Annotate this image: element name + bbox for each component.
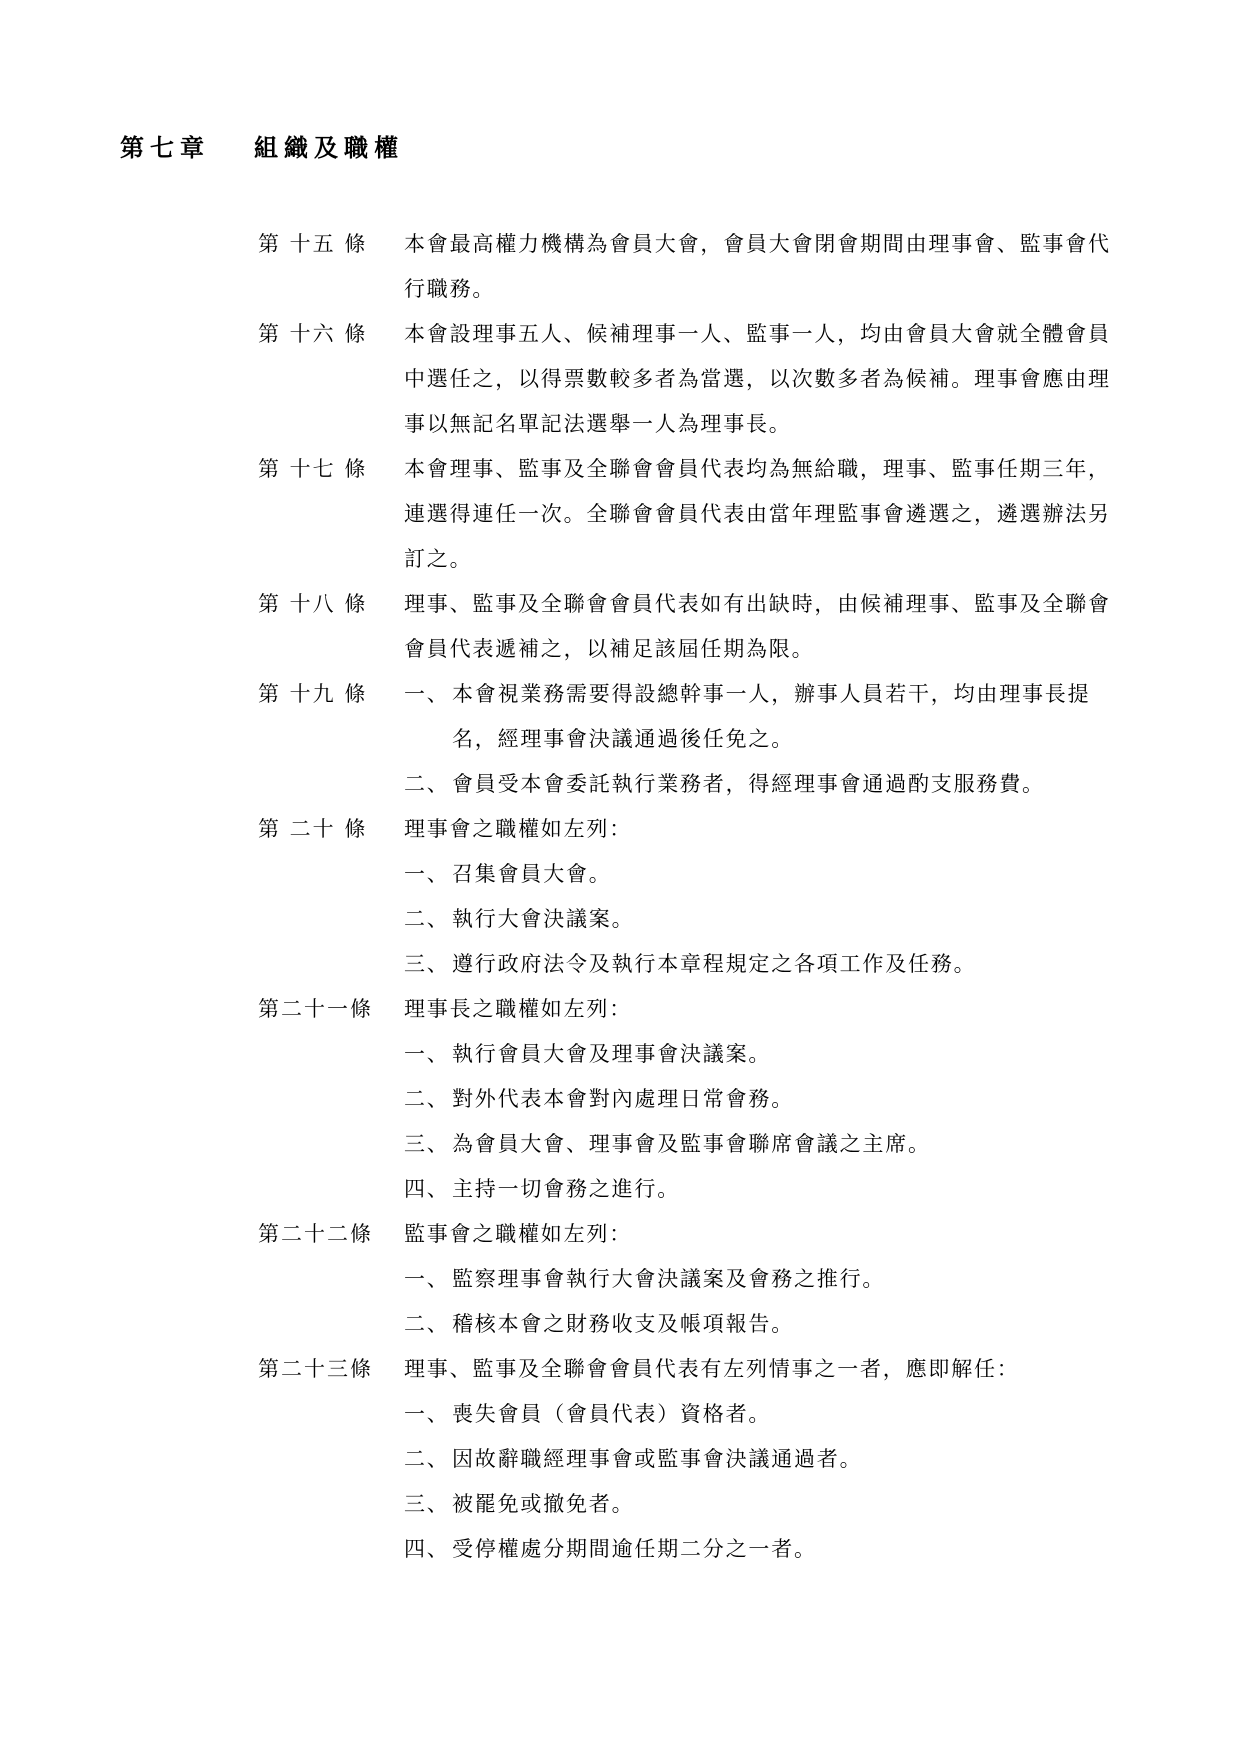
list-item-marker: 二、 [404,907,450,931]
article-body [404,1347,1118,1572]
article-number: 第 十五 條 [258,232,368,256]
list-item [404,852,1118,897]
article [258,447,1118,582]
list-item-text: 遵行政府法令及執行本章程規定之各項工作及任務。 [452,952,977,976]
list-item-marker: 二、 [404,1312,450,1336]
list-item-text: 受停權處分期間逾任期二分之一者。 [452,1537,817,1561]
list-item [404,942,1118,987]
chapter-title: 組織及職權 [254,133,404,162]
list-item-text: 執行會員大會及理事會決議案。 [452,1042,772,1066]
list-item-text: 稽核本會之財務收支及帳項報告。 [452,1312,794,1336]
list-item [404,1122,1118,1167]
article-body [404,447,1118,582]
article [258,672,1118,807]
chapter-heading [120,128,404,163]
article-body [404,1212,1118,1347]
list-item-marker: 四、 [404,1537,450,1561]
list-item-text: 喪失會員（會員代表）資格者。 [452,1402,772,1426]
list-item-marker: 二、 [404,1447,450,1471]
list-item-marker: 一、 [404,1402,450,1426]
article-number: 第 二十 條 [258,817,368,841]
article-number: 第二十二條 [258,1222,373,1246]
article [258,312,1118,447]
list-item-text: 主持一切會務之進行。 [452,1177,680,1201]
article [258,1347,1118,1572]
article-text: 理事、監事及全聯會會員代表有左列情事之一者，應即解任： [404,1357,1020,1381]
list-item-text: 因故辭職經理事會或監事會決議通過者。 [452,1447,863,1471]
list-item-marker: 四、 [404,1177,450,1201]
article-body [404,987,1118,1212]
article-text: 理事會之職權如左列： [404,817,632,841]
article [258,582,1118,672]
article-text: 本會理事、監事及全聯會會員代表均為無給職，理事、監事任期三年，連選得連任一次。全聯會會員代表由當年理監事會遴選之，遴選辦法另訂之。 [404,457,1111,571]
article [258,807,1118,987]
list-item [404,1482,1118,1527]
list-item-marker: 二、 [404,772,450,796]
list-item-marker: 一、 [404,682,450,706]
article [258,1212,1118,1347]
list-item-text: 對外代表本會對內處理日常會務。 [452,1087,794,1111]
article-number: 第 十九 條 [258,682,368,706]
list-item [404,1392,1118,1437]
list-item [404,1257,1118,1302]
list-item [404,762,1118,807]
article-number: 第 十七 條 [258,457,368,481]
article-body [404,672,1118,807]
list-item-marker: 三、 [404,1132,450,1156]
list-item-marker: 三、 [404,1492,450,1516]
list-item-text: 會員受本會委託執行業務者，得經理事會通過酌支服務費。 [452,772,1045,796]
list-item-text: 召集會員大會。 [452,862,612,886]
article-text: 本會最高權力機構為會員大會，會員大會閉會期間由理事會、監事會代行職務。 [404,232,1111,301]
list-item-text: 執行大會決議案。 [452,907,635,931]
list-item-marker: 一、 [404,862,450,886]
article-text: 監事會之職權如左列： [404,1222,632,1246]
list-item [404,1437,1118,1482]
article-number: 第 十六 條 [258,322,368,346]
list-item [404,1077,1118,1122]
article-number: 第二十三條 [258,1357,373,1381]
list-item-text: 為會員大會、理事會及監事會聯席會議之主席。 [452,1132,931,1156]
list-item [404,1527,1118,1572]
article-number: 第 十八 條 [258,592,368,616]
list-item-text: 監察理事會執行大會決議案及會務之推行。 [452,1267,886,1291]
article [258,987,1118,1212]
list-item [404,1032,1118,1077]
article-body [404,582,1118,672]
list-item-marker: 二、 [404,1087,450,1111]
article-body [404,222,1118,312]
article-number: 第二十一條 [258,997,373,1021]
list-item-marker: 一、 [404,1267,450,1291]
list-item [404,672,1118,762]
list-item-text: 本會視業務需要得設總幹事一人，辦事人員若干，均由理事長提名，經理事會決議通過後任免之。 [452,682,1091,751]
article-text: 理事、監事及全聯會會員代表如有出缺時，由候補理事、監事及全聯會會員代表遞補之，以補足該屆任期為限。 [404,592,1111,661]
article [258,222,1118,312]
list-item-marker: 一、 [404,1042,450,1066]
articles-list [258,222,1118,1572]
article-text: 理事長之職權如左列： [404,997,632,1021]
list-item [404,1302,1118,1347]
list-item [404,1167,1118,1212]
chapter-number: 第七章 [120,133,210,162]
list-item-marker: 三、 [404,952,450,976]
article-text: 本會設理事五人、候補理事一人、監事一人，均由會員大會就全體會員中選任之，以得票數較多者為當選，以次數多者為候補。理事會應由理事以無記名單記法選舉一人為理事長。 [404,322,1111,436]
article-body [404,807,1118,987]
article-body [404,312,1118,447]
list-item [404,897,1118,942]
list-item-text: 被罷免或撤免者。 [452,1492,635,1516]
